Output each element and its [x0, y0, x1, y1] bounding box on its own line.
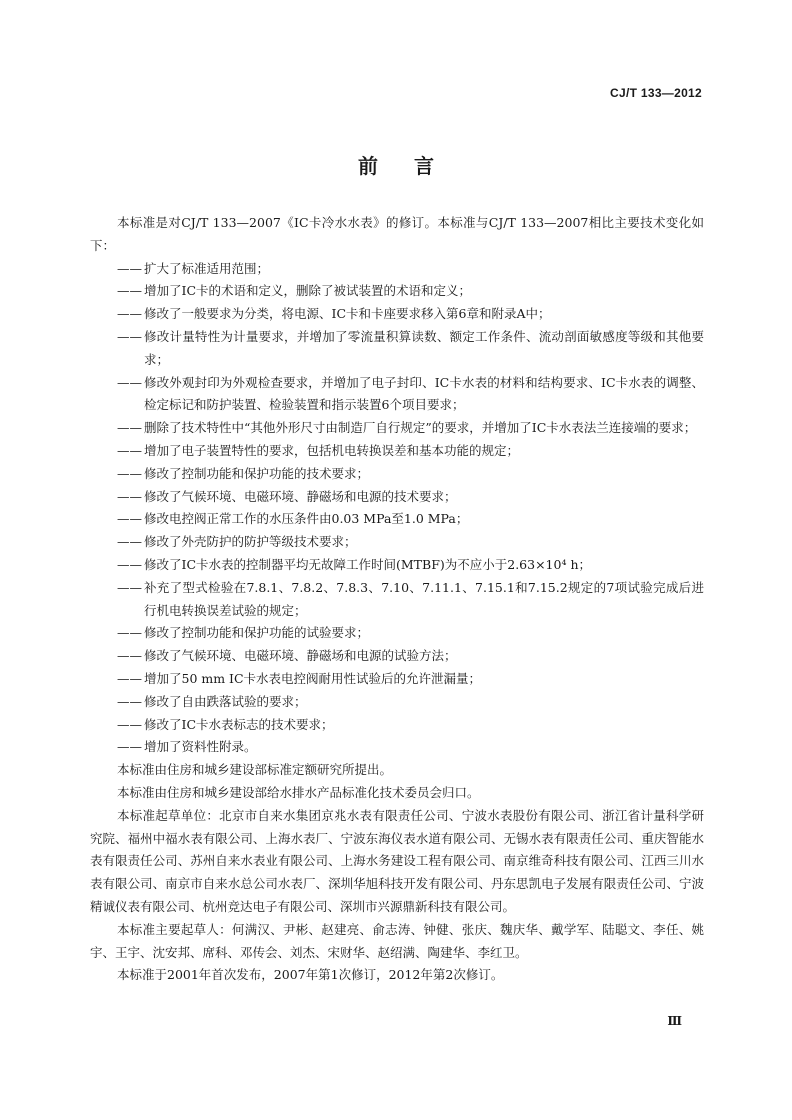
history-paragraph: 本标准于2001年首次发布，2007年第1次修订，2012年第2次修订。	[117, 967, 504, 983]
change-item-text: 修改了外壳防护的防护等级技术要求；	[144, 534, 357, 550]
change-item	[90, 645, 704, 668]
intro-paragraph: 本标准是对CJ/T 133—2007《IC卡冷水水表》的修订。本标准与CJ/T 133—2007相比主要技术变化如下：	[90, 215, 704, 253]
change-item-text: 修改了控制功能和保护功能的试验要求；	[144, 625, 370, 641]
list-dash: ——	[117, 693, 142, 709]
list-dash: ——	[117, 328, 142, 344]
change-item	[90, 417, 704, 440]
changes-list	[90, 258, 704, 760]
proposed-by-paragraph: 本标准由住房和城乡建设部标准定额研究所提出。	[117, 762, 393, 778]
change-item	[90, 463, 704, 486]
change-item-text: 修改了气候环境、电磁环境、静磁场和电源的试验方法；	[144, 648, 457, 664]
list-dash: ——	[117, 442, 142, 458]
change-item	[90, 440, 704, 463]
drafting-units-paragraph: 本标准起草单位：北京市自来水集团京兆水表有限责任公司、宁波水表股份有限公司、浙江省计量科学研究院、福州中福水表有限公司、上海水表厂、宁波东海仪表水道有限公司、无锡水表有限责任公司、重庆智能水表有限责任公司、苏州自来水表业有限公司、上海水务建设工程有限公司、南京维奇科技有限公司、江西三川水表有限公司、南京市自来水总公司水表厂、深圳华旭科技开发有限公司、丹东思凯电子发展有限责任公司、宁波精诚仪表有限公司、杭州竞达电子有限公司、深圳市兴源鼎新科技有限公司。	[90, 807, 704, 914]
change-item	[90, 691, 704, 714]
change-item	[90, 303, 704, 326]
change-item-text: 删除了技术特性中“其他外形尺寸由制造厂自行规定”的要求，并增加了IC卡水表法兰连接端的要求；	[144, 420, 697, 436]
list-dash: ——	[117, 625, 142, 641]
list-dash: ——	[117, 648, 142, 664]
change-item-text: 修改了一般要求为分类，将电源、IC卡和卡座要求移入第6章和附录A中；	[144, 306, 551, 322]
list-dash: ——	[117, 556, 142, 572]
list-dash: ——	[117, 739, 142, 755]
change-item	[90, 714, 704, 737]
change-item	[90, 554, 704, 577]
change-item	[90, 372, 704, 418]
list-dash: ——	[117, 306, 142, 322]
change-item-text: 修改了自由跌落试验的要求；	[144, 693, 307, 709]
page-number: Ⅲ	[667, 1014, 682, 1028]
change-item	[90, 531, 704, 554]
change-item-text: 修改了IC卡水表标志的技术要求；	[144, 716, 334, 732]
list-dash: ——	[117, 283, 142, 299]
list-dash: ——	[117, 579, 142, 595]
change-item-text: 修改了IC卡水表的控制器平均无故障工作时间(MTBF)为不应小于2.63×10⁴ h；	[144, 556, 591, 572]
change-item	[90, 326, 704, 372]
managed-by-paragraph: 本标准由住房和城乡建设部给水排水产品标准化技术委员会归口。	[117, 784, 480, 800]
change-item-text: 增加了50 mm IC卡水表电控阀耐用性试验后的允许泄漏量；	[144, 670, 482, 686]
standard-code: CJ/T 133—2012	[610, 86, 702, 100]
list-dash: ——	[117, 465, 142, 481]
change-item	[90, 486, 704, 509]
change-item	[90, 508, 704, 531]
drafters-paragraph: 本标准主要起草人：何满汉、尹彬、赵建亮、俞志涛、钟健、张庆、魏庆华、戴学军、陆聪文、李任、姚宇、王宇、沈安邦、席科、邓传会、刘杰、宋财华、赵绍满、陶建华、李红卫。	[90, 921, 704, 960]
list-dash: ——	[117, 511, 142, 527]
change-item	[90, 668, 704, 691]
change-item-text: 增加了资料性附录。	[144, 739, 257, 755]
change-item-text: 补充了型式检验在7.8.1、7.8.2、7.8.3、7.10、7.11.1、7.15.1和7.15.2规定的7项试验完成后进行机电转换误差试验的规定；	[144, 579, 704, 618]
change-item	[90, 736, 704, 759]
change-item	[90, 577, 704, 623]
foreword-body	[90, 212, 704, 987]
page-title: 前言	[358, 154, 470, 178]
change-item	[90, 258, 704, 281]
change-item-text: 增加了电子装置特性的要求，包括机电转换误差和基本功能的规定；	[144, 442, 520, 458]
change-item-text: 修改电控阀正常工作的水压条件由0.03 MPa至1.0 MPa；	[144, 511, 469, 527]
list-dash: ——	[117, 670, 142, 686]
change-item-text: 增加了IC卡的术语和定义，删除了被试装置的术语和定义；	[144, 283, 472, 299]
change-item	[90, 622, 704, 645]
list-dash: ——	[117, 374, 142, 390]
change-item-text: 扩大了标准适用范围；	[144, 260, 270, 276]
list-dash: ——	[117, 420, 142, 436]
change-item-text: 修改计量特性为计量要求，并增加了零流量积算读数、额定工作条件、流动剖面敏感度等级和其他要求；	[144, 328, 704, 367]
change-item-text: 修改了气候环境、电磁环境、静磁场和电源的技术要求；	[144, 488, 457, 504]
list-dash: ——	[117, 534, 142, 550]
list-dash: ——	[117, 716, 142, 732]
change-item-text: 修改外观封印为外观检查要求，并增加了电子封印、IC卡水表的材料和结构要求、IC卡水表的调整、检定标记和防护装置、检验装置和指示装置6个项目要求；	[144, 374, 704, 413]
change-item-text: 修改了控制功能和保护功能的技术要求；	[144, 465, 370, 481]
change-item	[90, 280, 704, 303]
list-dash: ——	[117, 488, 142, 504]
list-dash: ——	[117, 260, 142, 276]
